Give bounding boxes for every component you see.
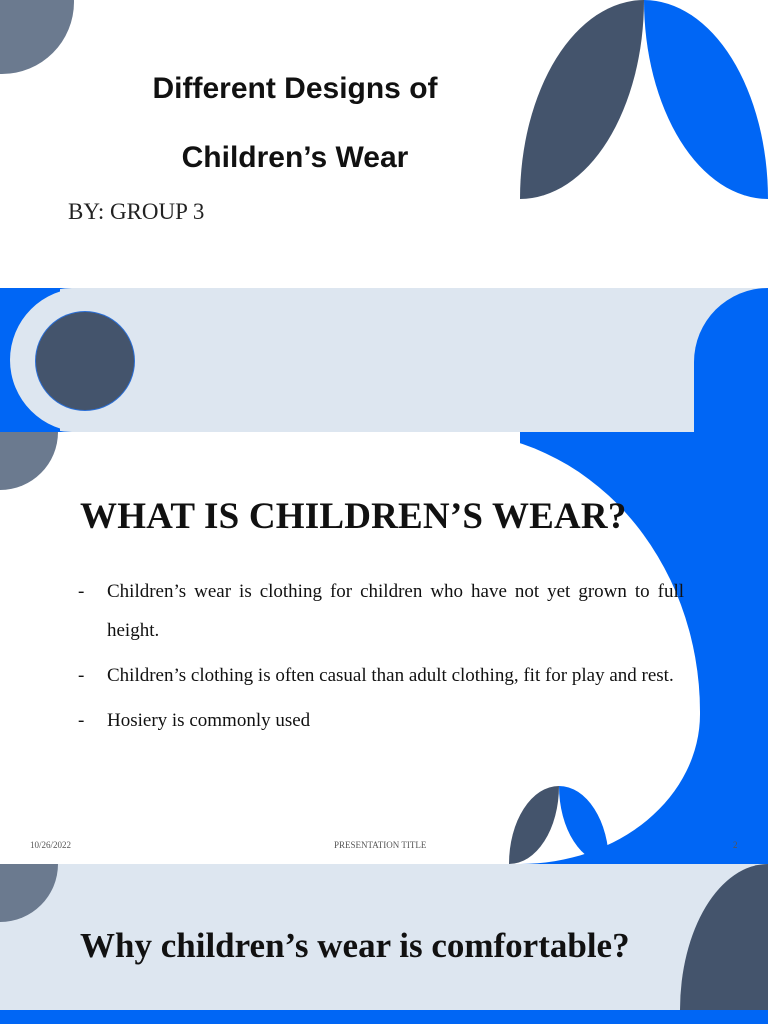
bullet-text: Hosiery is commonly used <box>107 710 311 731</box>
bottom-blue-band <box>0 1010 768 1024</box>
list-item <box>78 701 684 740</box>
corner-circle-shape <box>0 0 74 74</box>
list-item <box>78 656 684 695</box>
bullet-text: Children’s wear is clothing for children who have not yet grown to full height. <box>107 581 684 641</box>
list-item <box>78 572 684 650</box>
section-slide <box>0 288 768 432</box>
bullet-dash: - <box>78 710 85 731</box>
slate-circle-shape <box>36 312 134 410</box>
footer-title: PRESENTATION TITLE <box>334 840 427 850</box>
leaf-left-shape <box>520 0 644 199</box>
slide-title-line-2: Children’s Wear <box>181 141 409 174</box>
title-slide <box>0 0 768 288</box>
slide-heading-next: Why children’s wear is comfortable? <box>80 926 630 965</box>
bullet-dash: - <box>78 581 85 602</box>
slide-heading: WHAT IS CHILDREN’S WEAR? <box>80 496 627 537</box>
bullet-dash: - <box>78 665 85 686</box>
leaf-right-shape <box>644 0 768 199</box>
slide-title-line-1: Different Designs of <box>152 72 438 105</box>
bullet-list <box>78 572 684 746</box>
byline: BY: GROUP 3 <box>68 199 205 224</box>
footer-date: 10/26/2022 <box>30 840 72 850</box>
leaf-shape <box>680 864 768 1010</box>
corner-circle-shape <box>0 864 58 922</box>
footer-page-number: 2 <box>733 840 738 850</box>
bullet-text: Children’s clothing is often casual than adult clothing, fit for play and rest. <box>107 665 674 686</box>
